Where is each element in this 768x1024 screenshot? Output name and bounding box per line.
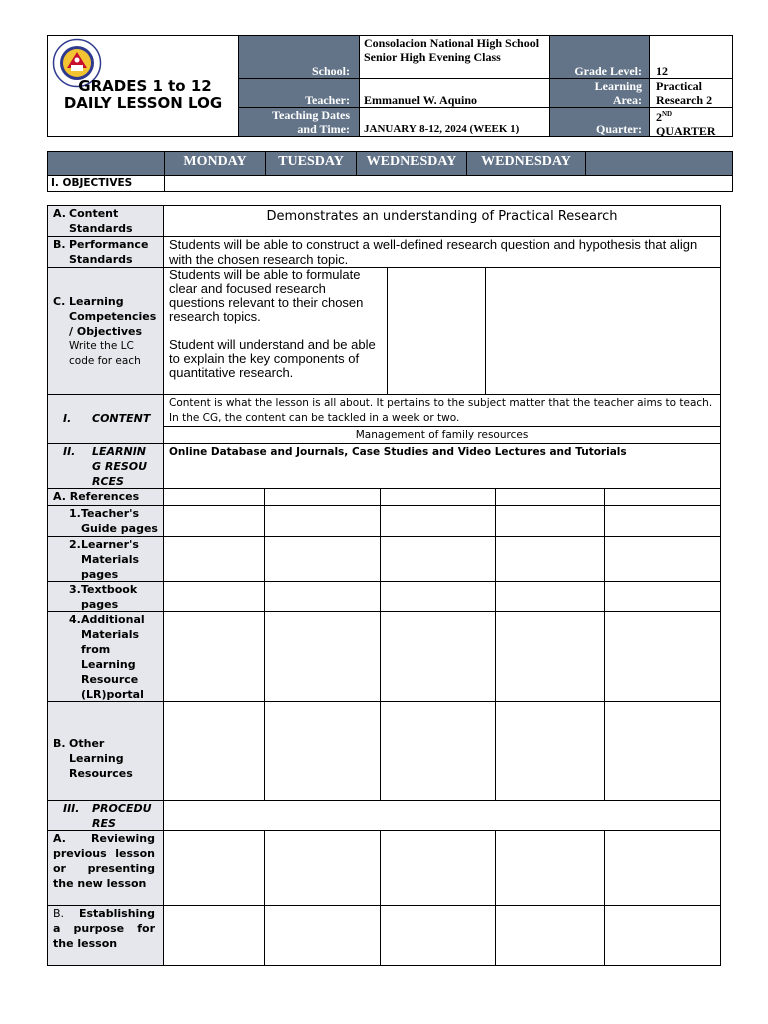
grade-level-label: Grade Level: [574, 64, 642, 78]
reference-1-label: Teacher's Guide pages [81, 507, 158, 535]
teacher-value: Emmanuel W. Aquino [364, 93, 478, 107]
col-line [264, 830, 265, 966]
row-line [47, 267, 721, 268]
days-divider [585, 151, 586, 176]
day-monday: MONDAY [183, 154, 247, 169]
reference-2-num: 2. [69, 538, 81, 551]
procedure-a-letter: A. [53, 832, 66, 845]
performance-standards-letter: B. [53, 238, 66, 251]
references-label: A. References [53, 490, 140, 503]
resources-numeral: II. [63, 445, 76, 458]
procedure-b-letter: B. [53, 907, 65, 920]
col-line [380, 488, 381, 801]
competencies-para-1: Students will be able to formulate clear and focused research questions relevant to their chosen research topics. [169, 267, 364, 324]
col-line [495, 830, 496, 966]
teaching-dates-label: Teaching Dates and Time: [272, 108, 350, 136]
procedure-b-label: Establishing a purpose for the lesson [53, 907, 155, 950]
quarter-word: QUARTER [656, 124, 716, 138]
quarter-number: 2 [656, 110, 662, 124]
reference-2-label: Learner's Materials pages [81, 538, 140, 581]
resources-label: LEARNING RESOURCES [92, 445, 148, 488]
grade-level-value: 12 [656, 64, 668, 78]
day-wednesday-2: WEDNESDAY [481, 154, 571, 169]
col-line [485, 267, 486, 394]
day-tuesday: TUESDAY [278, 154, 344, 169]
procedures-numeral: III. [63, 802, 80, 815]
competencies-label: Learning Competencies / Objectives [69, 295, 157, 338]
reference-3-label: Textbook pages [81, 583, 138, 611]
content-standards-value: Demonstrates an understanding of Practical Research [266, 209, 618, 224]
teaching-dates-value: JANUARY 8-12, 2024 (WEEK 1) [364, 123, 520, 135]
learning-area-value: Practical Research 2 [656, 79, 713, 107]
objectives-divider [164, 175, 165, 192]
procedure-a-label: Reviewing previous lesson or presenting the new lesson [53, 832, 155, 890]
competencies-note: Write the LC code for each [69, 340, 141, 367]
reference-1-num: 1. [69, 507, 81, 520]
competencies-letter: C. [53, 295, 66, 308]
quarter-value [656, 107, 732, 138]
content-label: CONTENT [92, 412, 151, 425]
school-value: Consolacion National High School Senior High Evening Class [364, 36, 540, 64]
col-line [380, 830, 381, 966]
learning-area-label: Learning Area: [594, 79, 642, 107]
competencies-para-2: Student will understand and be able to explain the key components of quantitative research. [169, 337, 376, 380]
row-line [47, 394, 721, 395]
col-line [604, 830, 605, 966]
col-line [264, 488, 265, 801]
school-label: School: [311, 64, 350, 78]
resources-value: Online Database and Journals, Case Studies and Video Lectures and Tutorials [169, 446, 627, 458]
performance-standards-label: Performance Standards [69, 238, 149, 266]
other-resources-label: Other Learning Resources [69, 737, 133, 780]
day-wednesday: WEDNESDAY [366, 154, 457, 169]
content-topic: Management of family resources [355, 429, 529, 441]
content-numeral: I. [63, 412, 72, 425]
reference-4-label: Additional Materials from Learning Resource (LR)portal [81, 613, 145, 701]
reference-3-num: 3. [69, 583, 81, 596]
title-line-1: GRADES 1 to 12 [78, 77, 212, 95]
procedures-label: PROCEDURES [92, 802, 152, 830]
content-note: Content is what the lesson is all about. It pertains to the subject matter that the teacher aims to teach. In the CG, the content can be tackled in a week or two. [169, 397, 713, 424]
quarter-superscript: ND [662, 110, 673, 118]
title-line-2: DAILY LESSON LOG [63, 94, 223, 112]
content-standards-label: Content Standards [69, 207, 133, 235]
col-line [387, 267, 388, 394]
reference-4-num: 4. [69, 613, 81, 626]
teacher-label: Teacher: [305, 93, 350, 107]
col-line [604, 488, 605, 801]
row-line [163, 426, 721, 427]
content-standards-letter: A. [53, 207, 66, 220]
procedure-a [53, 831, 155, 891]
quarter-label: Quarter: [596, 122, 642, 136]
objectives-label: I. OBJECTIVES [51, 177, 133, 189]
performance-standards-value: Students will be able to construct a well-defined research question and hypothesis that align with the chosen research topic. [169, 237, 698, 267]
procedure-b [53, 906, 155, 951]
other-resources-letter: B. [53, 737, 66, 750]
col-line [495, 488, 496, 801]
